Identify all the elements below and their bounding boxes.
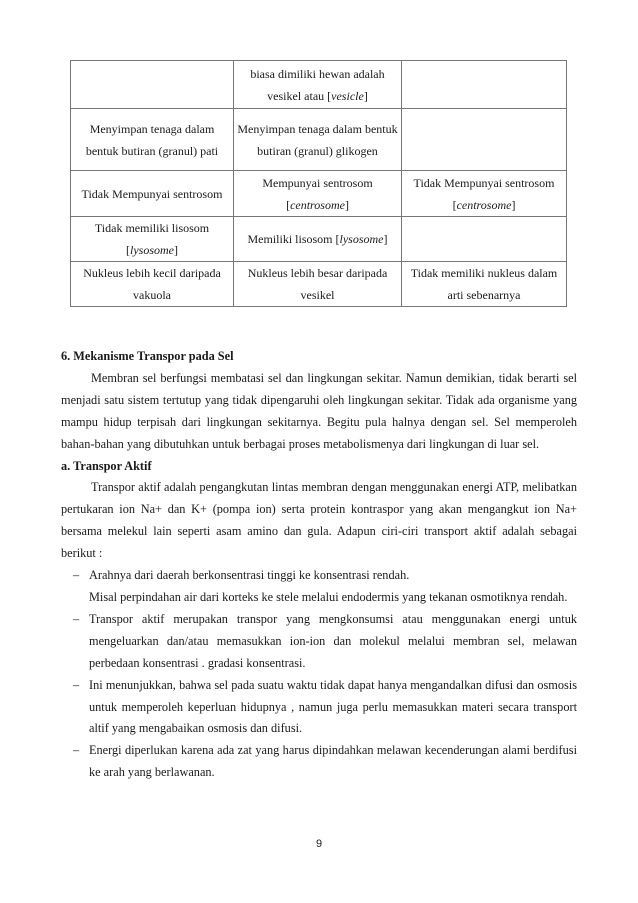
table-cell: Nukleus lebih kecil daripada vakuola: [71, 262, 234, 307]
list-item: [61, 565, 577, 587]
dash-bullet: –: [73, 743, 80, 758]
table-cell: [71, 61, 234, 109]
table-cell: Tidak Mempunyai sentrosom: [71, 171, 234, 217]
list-item: [61, 675, 577, 741]
document-body: [61, 346, 577, 784]
table-cell: [402, 217, 567, 262]
paragraph: Membran sel berfungsi membatasi sel dan lingkungan sekitar. Namun demikian, tidak berarti sel menjadi satu sistem tertutup yang tidak dipengaruhi oleh lingkungan sekitar. Tidak ada organisme yang mampu hidup terpisah dari lingkungan sekitarnya. Begitu pula halnya dengan sel. Sel memperoleh bahan-bahan yang dibutuhkan untuk berbagai proses metabolismenya dari lingkungan di luar sel.: [61, 370, 577, 451]
list-item-text: Arahnya dari daerah berkonsentrasi tinggi ke konsentrasi rendah.: [89, 568, 410, 583]
section-heading: 6. Mekanisme Transpor pada Sel: [61, 349, 234, 363]
paragraph: Transpor aktif adalah pengangkutan lintas membran dengan menggunakan energi ATP, melibatkan pertukaran ion Na+ dan K+ (pompa ion) serta protein kontraspor yang akan mengangkut ion Na+ bersama melekul lain seperti asam amino dan gula. Adapun ciri-ciri transport aktif adalah sebagai berikut :: [61, 480, 577, 561]
list-item-text: Transpor aktif merupakan transpor yang mengkonsumsi atau menggunakan energi untuk mengeluarkan dan/atau memasukkan ion-ion dan molekul melalui membran sel, melawan perbedaan konsentrasi . gradasi konsentrasi.: [89, 611, 577, 670]
table-cell: Tidak Mempunyai sentrosom [centrosome]: [402, 171, 567, 217]
list-item-text: Energi diperlukan karena ada zat yang harus dipindahkan melawan kecenderungan alami berdifusi ke arah yang berlawanan.: [89, 743, 577, 780]
table-cell: Menyimpan tenaga dalam bentuk butiran (granul) pati: [71, 109, 234, 171]
list-item-subtext: Misal perpindahan air dari korteks ke stele melalui endodermis yang tekanan osmotiknya rendah.: [89, 589, 568, 604]
table-cell: Menyimpan tenaga dalam bentuk butiran (granul) glikogen: [234, 109, 402, 171]
subsection-heading: a. Transpor Aktif: [61, 458, 152, 473]
page-number: 9: [315, 838, 323, 850]
table-cell: biasa dimiliki hewan adalah vesikel atau [vesicle]: [234, 61, 402, 109]
table-row: [71, 217, 567, 262]
table-row: [71, 109, 567, 171]
table-cell: [402, 109, 567, 171]
table-row: [71, 262, 567, 307]
table-cell: [402, 61, 567, 109]
table-cell: Tidak memiliki lisosom [lysosome]: [71, 217, 234, 262]
table-row: [71, 171, 567, 217]
comparison-table: [70, 60, 567, 307]
table-cell: Memiliki lisosom [lysosome]: [234, 217, 402, 262]
table-cell: Tidak memiliki nukleus dalam arti sebenarnya: [402, 262, 567, 307]
dash-bullet: –: [73, 568, 80, 583]
dash-bullet: –: [73, 611, 80, 626]
table-row: [71, 61, 567, 109]
list-item: [61, 740, 577, 784]
list-item: [61, 609, 577, 675]
dash-bullet: –: [73, 677, 80, 692]
table-cell: Mempunyai sentrosom [centrosome]: [234, 171, 402, 217]
table-cell: Nukleus lebih besar daripada vesikel: [234, 262, 402, 307]
list-item-note: [61, 587, 577, 609]
list-item-text: Ini menunjukkan, bahwa sel pada suatu waktu tidak dapat hanya mengandalkan difusi dan osmosis untuk memperoleh keperluan hidupnya , namun juga perlu memasukkan materi secara transport altif yang mengabaikan osmosis dan difusi.: [89, 677, 577, 736]
characteristics-list: [61, 565, 577, 784]
